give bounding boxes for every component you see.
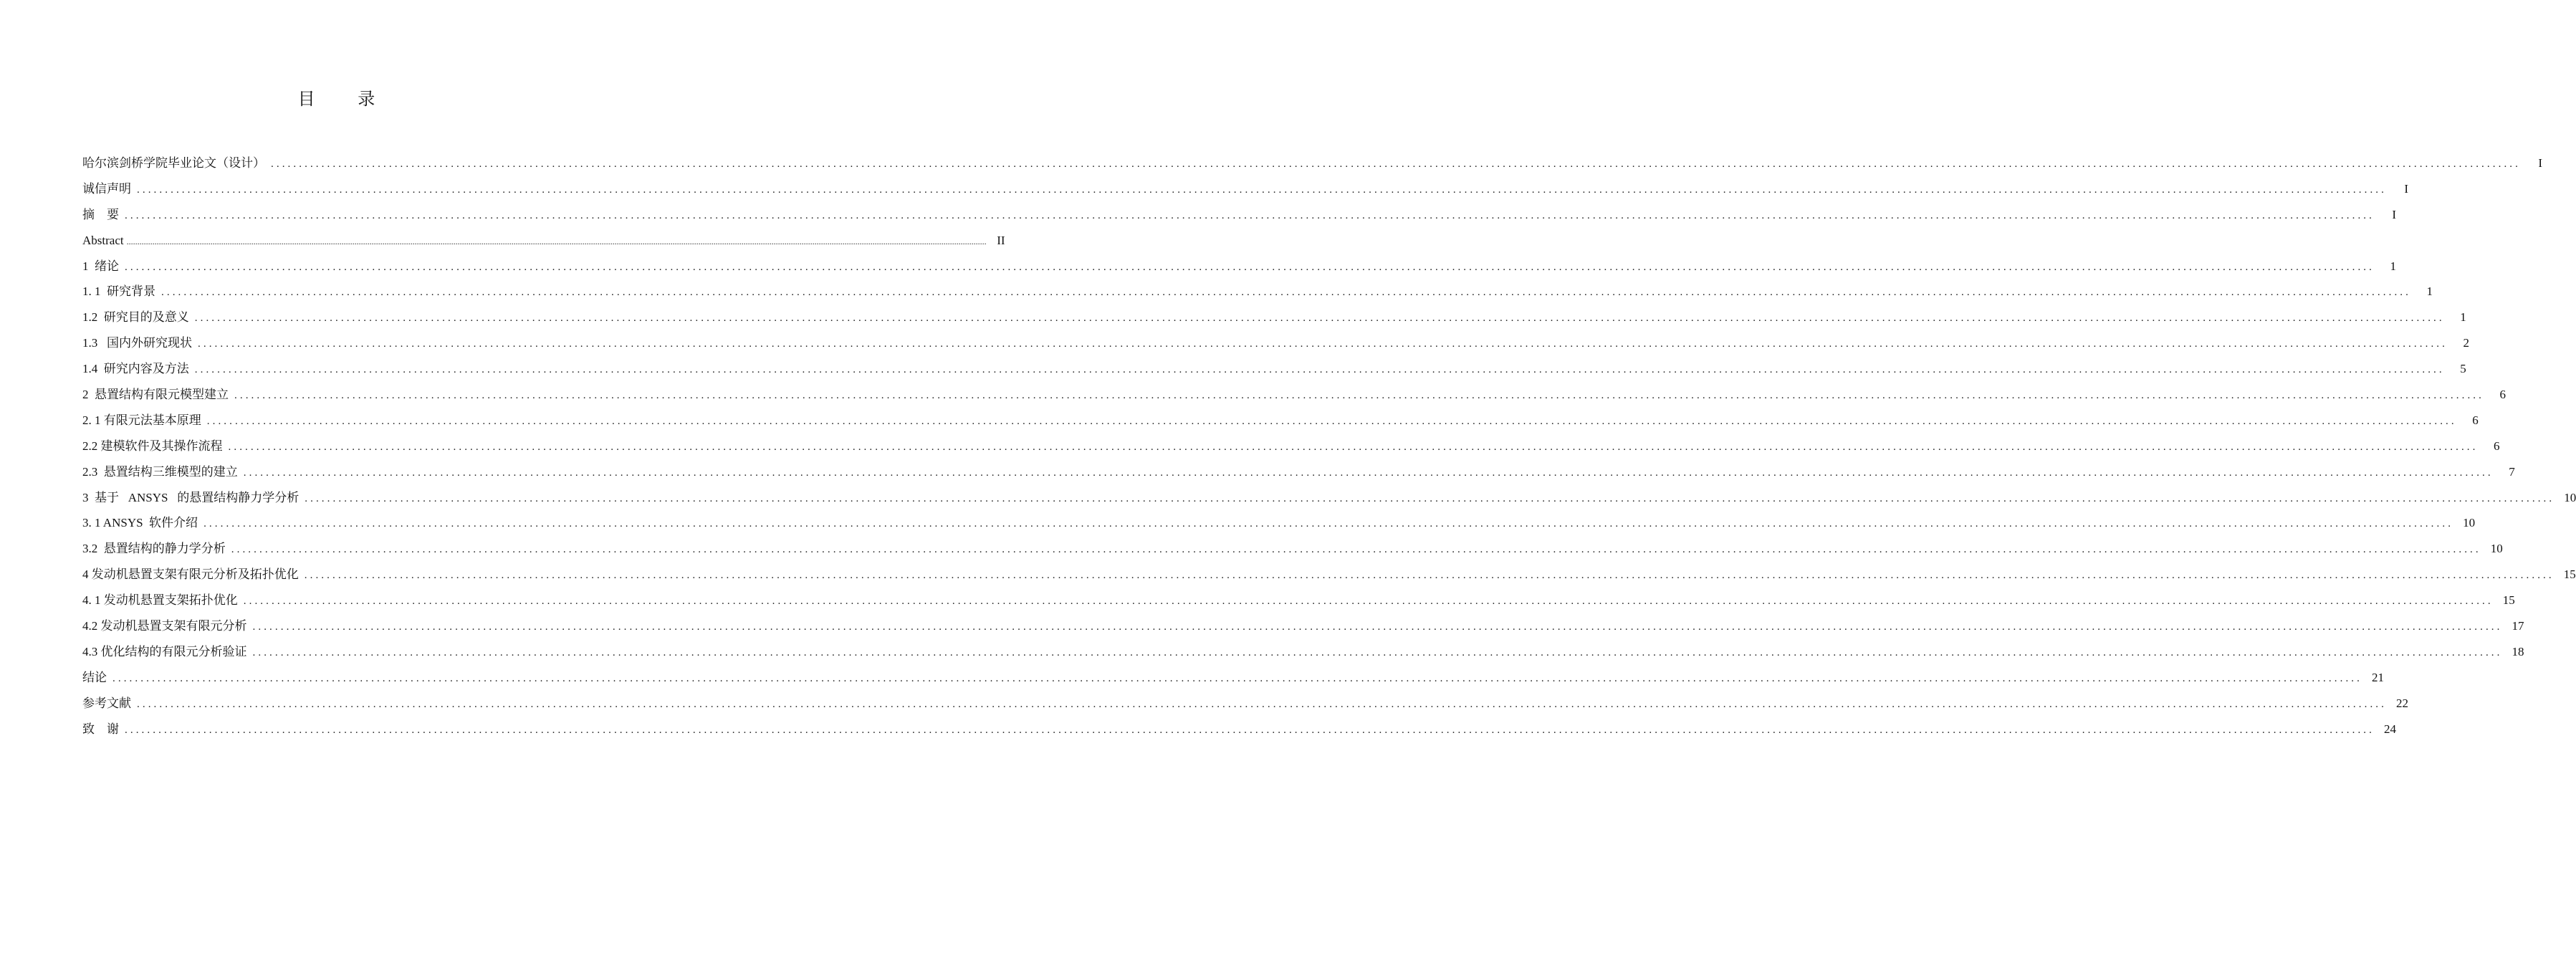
toc-entry-page-number: 17: [2512, 619, 2524, 633]
toc-entry-label: 4 发动机悬置支架有限元分析及拓扑优化: [82, 567, 299, 582]
toc-entry-page-number: 10: [2564, 490, 2576, 504]
toc-dot-leader: ................................................................................................................................................................................................................................................................................................................................................................................................................: [194, 364, 2445, 376]
toc-entry: [82, 613, 2524, 639]
toc-entry-page-number: 1: [2390, 259, 2396, 273]
toc-entry-label: 4. 1 发动机悬置支架拓扑优化: [82, 593, 238, 608]
toc-entry-label: 2.3 悬置结构三维模型的建立: [82, 464, 238, 479]
toc-dot-leader: ................................................................................................................................................................................................................................................................................................................................................................................................................: [112, 672, 2362, 684]
toc-entry-page-number: 1: [2460, 310, 2466, 325]
toc-entry-page-number: 7: [2509, 464, 2515, 479]
toc-entry-label: 4.3 优化结构的有限元分析验证: [82, 644, 247, 658]
toc-entry: [82, 562, 2576, 588]
toc-entry-page-number: II: [997, 233, 1005, 247]
toc-dot-leader: ................................................................................................................................................................................................................................................................................................................................................................................................................: [206, 415, 2457, 427]
toc-dot-leader: ................................................................................................................................................................................................................................................................................................................................................................................................................: [204, 518, 2454, 530]
toc-entry-page-number: 21: [2372, 670, 2384, 684]
toc-dot-leader: ................................................................................................................................................................................................................................................................................................................................................................................................................: [198, 338, 2448, 350]
toc-dot-leader: ................................................................................................................................................................................................................................................................................................................................................................................................................: [243, 466, 2494, 479]
toc-entry: [82, 202, 2396, 228]
toc-entry-label: 结论: [82, 670, 107, 684]
toc-entry: [82, 305, 2466, 330]
toc-dot-leader: ................................................................................................................................................................................................................................................................................................................................................................................................................: [125, 724, 2375, 736]
toc-entry: [82, 228, 1005, 254]
toc-entry: [82, 639, 2524, 665]
toc-dot-leader: ................................................................................................................................................................................................................................................................................................................................................................................................................: [228, 441, 2479, 453]
toc-entry-page-number: 6: [2494, 439, 2500, 453]
toc-entry-page-number: 1: [2426, 284, 2433, 299]
toc-entry: [82, 254, 2396, 279]
toc-entry-label: 1.2 研究目的及意义: [82, 310, 189, 325]
toc-entry: [82, 382, 2506, 408]
toc-entry: [82, 176, 2408, 202]
toc-entry: [82, 356, 2466, 382]
toc-entry-page-number: I: [2404, 181, 2408, 196]
toc-entry-page-number: 2: [2463, 336, 2469, 350]
toc-entry: [82, 150, 2542, 176]
toc-entry-page-number: 10: [2463, 516, 2476, 530]
toc-entry-label: 诚信声明: [82, 181, 131, 196]
toc-dot-leader: ................................................................................................................................................................................................................................................................................................................................................................................................................: [234, 390, 2484, 402]
toc-entry-label: 2 悬置结构有限元模型建立: [82, 388, 229, 402]
toc-dot-leader: ................................................................................................................................................................................................................................................................................................................................................................................................................: [305, 492, 2555, 504]
toc-dot-leader: ................................................................................................................................................................................................................................................................................................................................................................................................................: [194, 312, 2445, 325]
toc-entry-label: 2.2 建模软件及其操作流程: [82, 439, 223, 453]
toc-entry-label: 3.2 悬置结构的静力学分析: [82, 542, 226, 556]
toc-entry-label: 参考文献: [82, 696, 131, 710]
toc-dot-leader: ................................................................................................................................................................................................................................................................................................................................................................................................................: [137, 183, 2387, 196]
toc-dot-leader: ................................................................................................................................................................................................................................................................................................................................................................................................................: [243, 595, 2494, 608]
toc-dot-leader: ................................................................................................................................................................................................................................................................................................................................................................................................................: [126, 236, 987, 246]
toc-dot-leader: ................................................................................................................................................................................................................................................................................................................................................................................................................: [161, 287, 2411, 299]
toc-entry-label: 3 基于 ANSYS 的悬置结构静力学分析: [82, 490, 300, 504]
toc-entry-label: 摘 要: [82, 207, 119, 221]
toc-entry-page-number: 24: [2384, 722, 2396, 736]
toc-dot-leader: ................................................................................................................................................................................................................................................................................................................................................................................................................: [125, 209, 2375, 221]
toc-entry: [82, 536, 2503, 562]
toc-dot-leader: ................................................................................................................................................................................................................................................................................................................................................................................................................: [271, 158, 2521, 170]
toc-entry-page-number: 5: [2460, 362, 2466, 376]
toc-entry-label: 1.3 国内外研究现状: [82, 336, 192, 350]
toc-entry: [82, 433, 2500, 459]
toc-entry-label: Abstract: [82, 233, 124, 247]
toc-entry-page-number: 10: [2490, 542, 2503, 556]
toc-entry-label: 致 谢: [82, 722, 119, 736]
toc-entry-label: 2. 1 有限元法基本原理: [82, 413, 201, 427]
toc-entry: [82, 665, 2384, 691]
toc-entry-page-number: 22: [2396, 696, 2408, 710]
toc-dot-leader: ................................................................................................................................................................................................................................................................................................................................................................................................................: [231, 544, 2481, 556]
toc-entry-page-number: 6: [2472, 413, 2479, 427]
toc-dot-leader: ................................................................................................................................................................................................................................................................................................................................................................................................................: [252, 621, 2503, 633]
toc-entry: [82, 691, 2408, 717]
toc-dot-leader: ................................................................................................................................................................................................................................................................................................................................................................................................................: [137, 698, 2387, 710]
toc-entry-page-number: 15: [2502, 593, 2515, 608]
toc-title: 目 录: [297, 89, 394, 109]
toc-dot-leader: ................................................................................................................................................................................................................................................................................................................................................................................................................: [252, 646, 2503, 658]
toc-entry-label: 1 绪论: [82, 259, 119, 273]
toc-entry-label: 1. 1 研究背景: [82, 284, 155, 299]
toc-entry-label: 4.2 发动机悬置支架有限元分析: [82, 619, 247, 633]
toc-entry-label: 3. 1 ANSYS 软件介绍: [82, 516, 198, 530]
toc-entry-page-number: I: [2538, 156, 2542, 170]
toc-entry: [82, 408, 2479, 433]
toc-entry: [82, 330, 2469, 356]
toc-entry: [82, 588, 2515, 613]
toc-entry-page-number: 6: [2499, 388, 2506, 402]
toc-entry-page-number: I: [2392, 207, 2396, 221]
toc-entry-label: 哈尔滨剑桥学院毕业论文（设计）: [82, 156, 265, 170]
toc-dot-leader: ................................................................................................................................................................................................................................................................................................................................................................................................................: [304, 570, 2555, 582]
toc-entry: [82, 485, 2576, 511]
toc-entry: [82, 717, 2396, 742]
toc-entry: [82, 279, 2433, 305]
toc-entry-page-number: 18: [2512, 644, 2524, 658]
toc-entry: [82, 510, 2476, 536]
toc-entry-label: 1.4 研究内容及方法: [82, 362, 189, 376]
toc-entry: [82, 459, 2515, 485]
toc-entry-page-number: 15: [2563, 567, 2576, 582]
toc-dot-leader: ................................................................................................................................................................................................................................................................................................................................................................................................................: [125, 261, 2375, 273]
toc-list: [82, 150, 2576, 742]
